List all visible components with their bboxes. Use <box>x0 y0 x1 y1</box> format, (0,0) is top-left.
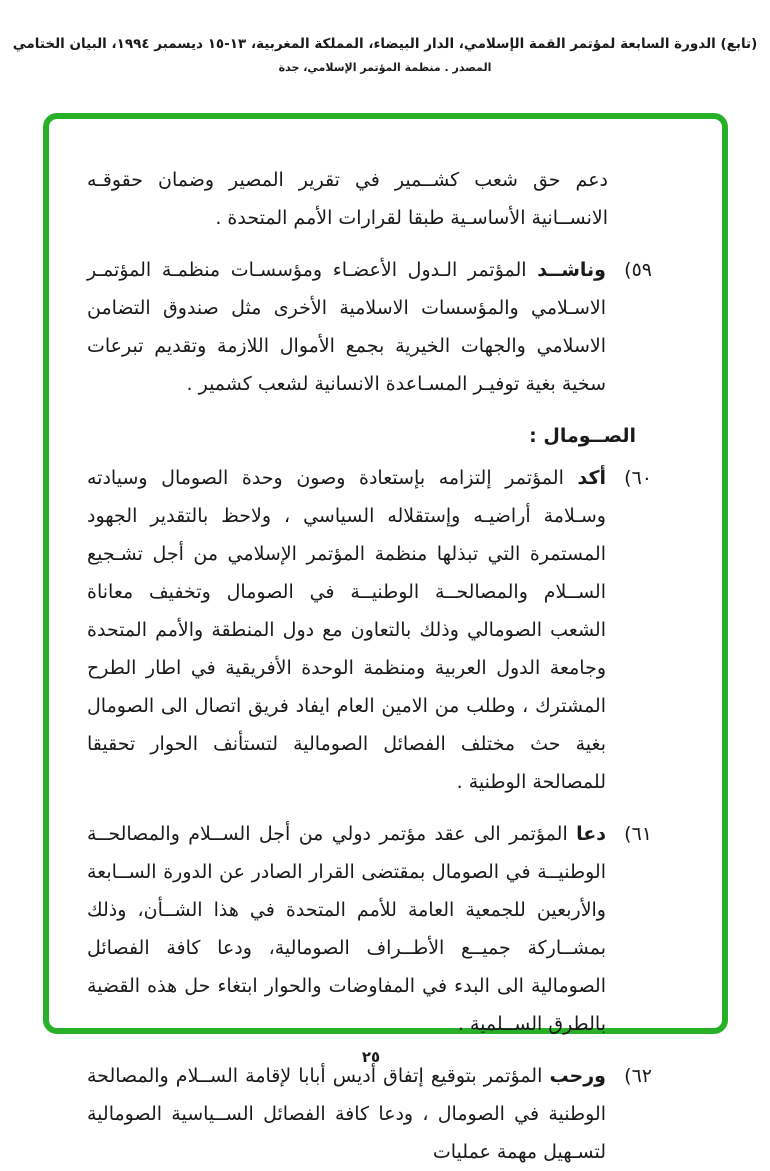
numbered-item-60 <box>87 459 652 801</box>
header-source-line: المصدر . منظمة المؤتمر الإسلامي، جدة <box>278 61 492 74</box>
item-lead-word: وناشــد <box>537 259 606 281</box>
numbered-item-59 <box>87 251 652 403</box>
numbered-item-62 <box>87 1057 652 1171</box>
item-lead-word: أكد <box>577 467 607 489</box>
item-lead-word: دعا <box>576 823 606 845</box>
page-number: ٢٥ <box>361 1048 381 1066</box>
item-body-text: المؤتمر بتوقيع إتفاق أديس أبابا لإقامة الســلام والمصالحة الوطنية في الصومال ، ودعا كافة الفصائل الســياسية الصومالية لتسـهيل مهمة عمليات <box>87 1065 606 1163</box>
intro-paragraph: دعم حق شعب كشــمير في تقرير المصير وضمان حقوقـه الانســانية الأساسـية طبقا لقرارات الأمم المتحدة . <box>87 169 608 229</box>
item-body-text: المؤتمر الى عقد مؤتمر دولي من أجل الســلام والمصالحــة الوطنيــة في الصومال بمقتضى القرار الصادر عن الدورة الســابعة والأربعين للجمعية العامة للأمم المتحدة في هذا الشــأن، وذلك بمشــاركة جميــع الأطــراف الصومالية، ودعا كافة الفصائل الصومالية الى البدء في المفاوضات والحوار ابتغاء حل هذه القضية بالطرق الســلمية . <box>87 823 606 1035</box>
document-body <box>49 119 722 1171</box>
item-text-59 <box>87 251 606 403</box>
item-text-60 <box>87 459 606 801</box>
numbered-item-61 <box>87 815 652 1043</box>
header-title: (تابع) الدورة السابعة لمؤتمر القمة الإسلامي، الدار البيضاء، المملكة المغربية، ١٣-١٥ ديسمبر ١٩٩٤، البيان الختامي <box>12 36 758 52</box>
item-number-60: ٦٠) <box>624 467 652 489</box>
item-text-62 <box>87 1057 606 1171</box>
item-number-62: ٦٢) <box>624 1065 652 1087</box>
item-number-61: ٦١) <box>624 823 652 845</box>
item-lead-word: ورحب <box>549 1065 606 1087</box>
item-body-text: المؤتمر الـدول الأعضـاء ومؤسسـات منظمـة المؤتمـر الاسـلامي والمؤسسات الاسلامية الأخرى مثل صندوق التضامن الاسلامي والجهات الخيرية بجمع الأموال اللازمة وتقديم تبرعات سخية بغية توفيـر المسـاعدة الانسانية لشعب كشمير . <box>87 259 606 395</box>
item-text-61 <box>87 815 606 1043</box>
section-heading-somalia: الصــومال : <box>529 425 636 447</box>
item-number-59: ٥٩) <box>624 259 652 281</box>
document-header <box>0 36 770 74</box>
item-body-text: المؤتمر إلتزامه بإستعادة وصون وحدة الصومال وسيادته وسـلامة أراضيـه وإستقلاله السياسي ، ولاحظ بالتقدير الجهود المستمرة التي تبذلها منظمة المؤتمر الإسلامي من أجل تشـجيع الســلام والمصالحــة الوطنيــة في الصومال وتخفيف معاناة الشعب الصومالي وذلك بالتعاون مع دول المنطقة والأمم المتحدة وجامعة الدول العربية ومنظمة الوحدة الأفريقية في اطار الطرح المشترك ، وطلب من الامين العام ايفاد فريق اتصال الى الصومال بغية حث مختلف الفصائل الصومالية لتستأنف الحوار تحقيقا للمصالحة الوطنية . <box>87 467 606 793</box>
